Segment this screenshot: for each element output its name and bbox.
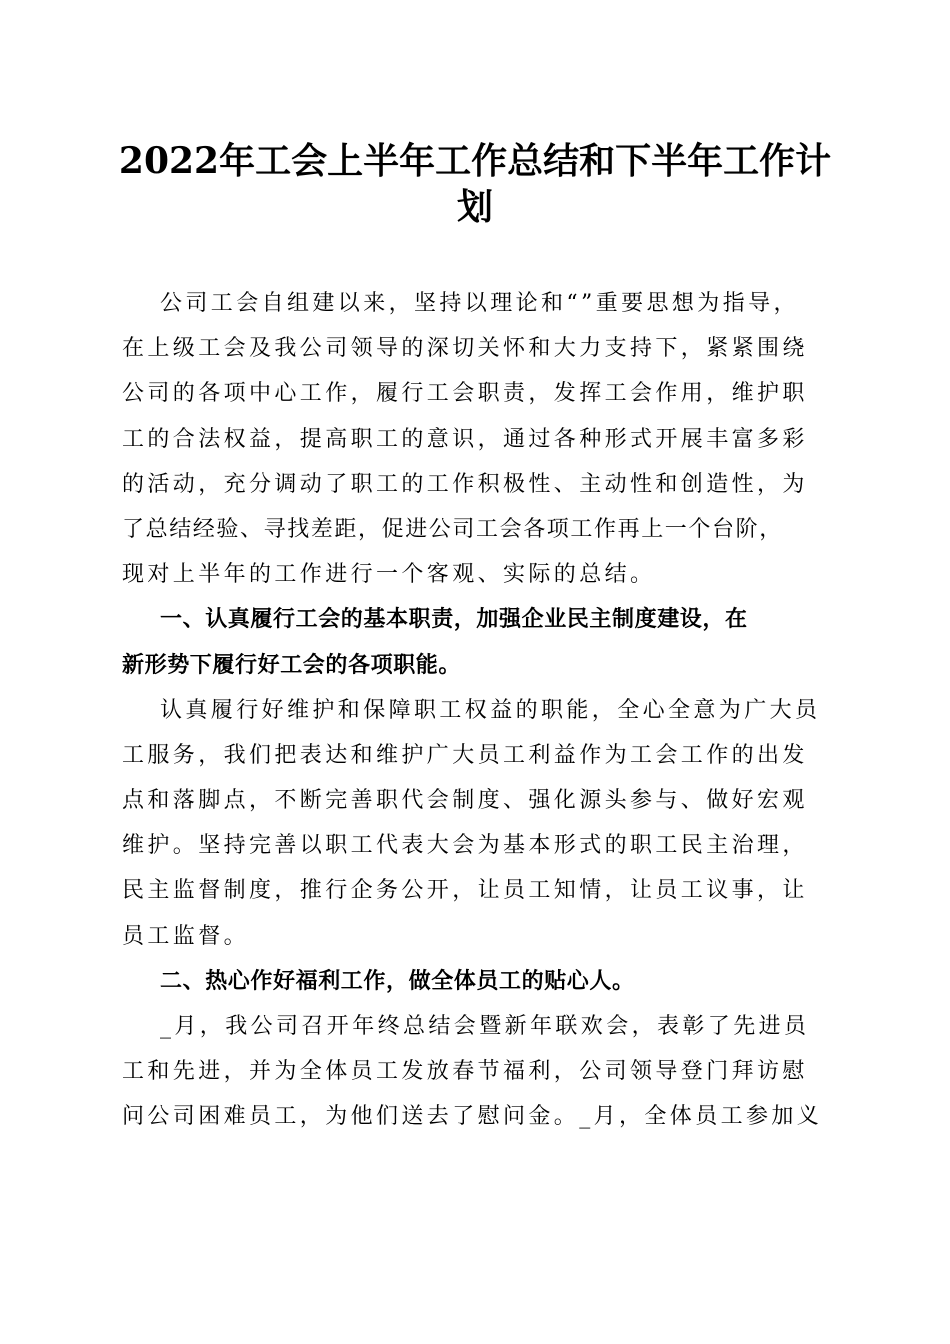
paragraph-line: 维护。坚持完善以职工代表大会为基本形式的职工民主治理， bbox=[122, 833, 808, 859]
paragraph-line: 问公司困难员工，为他们送去了慰问金。_月，全体员工参加义 bbox=[122, 1104, 823, 1130]
paragraph-line: 公司的各项中心工作，履行工会职责，发挥工会作用，维护职 bbox=[122, 381, 808, 407]
title-line-1: 2022年工会上半年工作总结和下半年工作计 bbox=[118, 140, 832, 182]
paragraph-line: 工的合法权益，提高职工的意识，通过各种形式开展丰富多彩 bbox=[122, 426, 808, 452]
paragraph-line: 现对上半年的工作进行一个客观、实际的总结。 bbox=[122, 562, 656, 588]
paragraph-line: 点和落脚点，不断完善职代会制度、强化源头参与、做好宏观 bbox=[122, 788, 808, 814]
section-heading-1: 一、认真履行工会的基本职责，加强企业民主制度建设，在 bbox=[160, 607, 748, 633]
title-line-2: 划 bbox=[456, 186, 493, 228]
paragraph-line: 在上级工会及我公司领导的深切关怀和大力支持下，紧紧围绕 bbox=[122, 336, 808, 362]
document-title bbox=[100, 138, 850, 230]
paragraph-line: 工服务，我们把表达和维护广大员工利益作为工会工作的出发 bbox=[122, 742, 808, 768]
paragraph-line: 公司工会自组建以来，坚持以理论和“”重要思想为指导， bbox=[160, 291, 799, 316]
section-heading-2: 二、热心作好福利工作，做全体员工的贴心人。 bbox=[160, 968, 635, 994]
paragraph-line: 员工监督。 bbox=[122, 923, 250, 949]
section-heading-1-cont: 新形势下履行好工会的各项职能。 bbox=[122, 652, 462, 678]
paragraph-line: _月，我公司召开年终总结会暨新年联欢会，表彰了先进员 bbox=[160, 1014, 810, 1039]
paragraph-line: 认真履行好维护和保障职工权益的职能，全心全意为广大员 bbox=[160, 697, 821, 723]
paragraph-line: 的活动，充分调动了职工的工作积极性、主动性和创造性，为 bbox=[122, 471, 808, 497]
paragraph-line: 工和先进，并为全体员工发放春节福利，公司领导登门拜访慰 bbox=[122, 1059, 808, 1085]
paragraph-line: 了总结经验、寻找差距，促进公司工会各项工作再上一个台阶， bbox=[122, 516, 783, 542]
document-body bbox=[122, 281, 826, 1140]
paragraph-line: 民主监督制度，推行企务公开，让员工知情，让员工议事，让 bbox=[122, 878, 808, 904]
